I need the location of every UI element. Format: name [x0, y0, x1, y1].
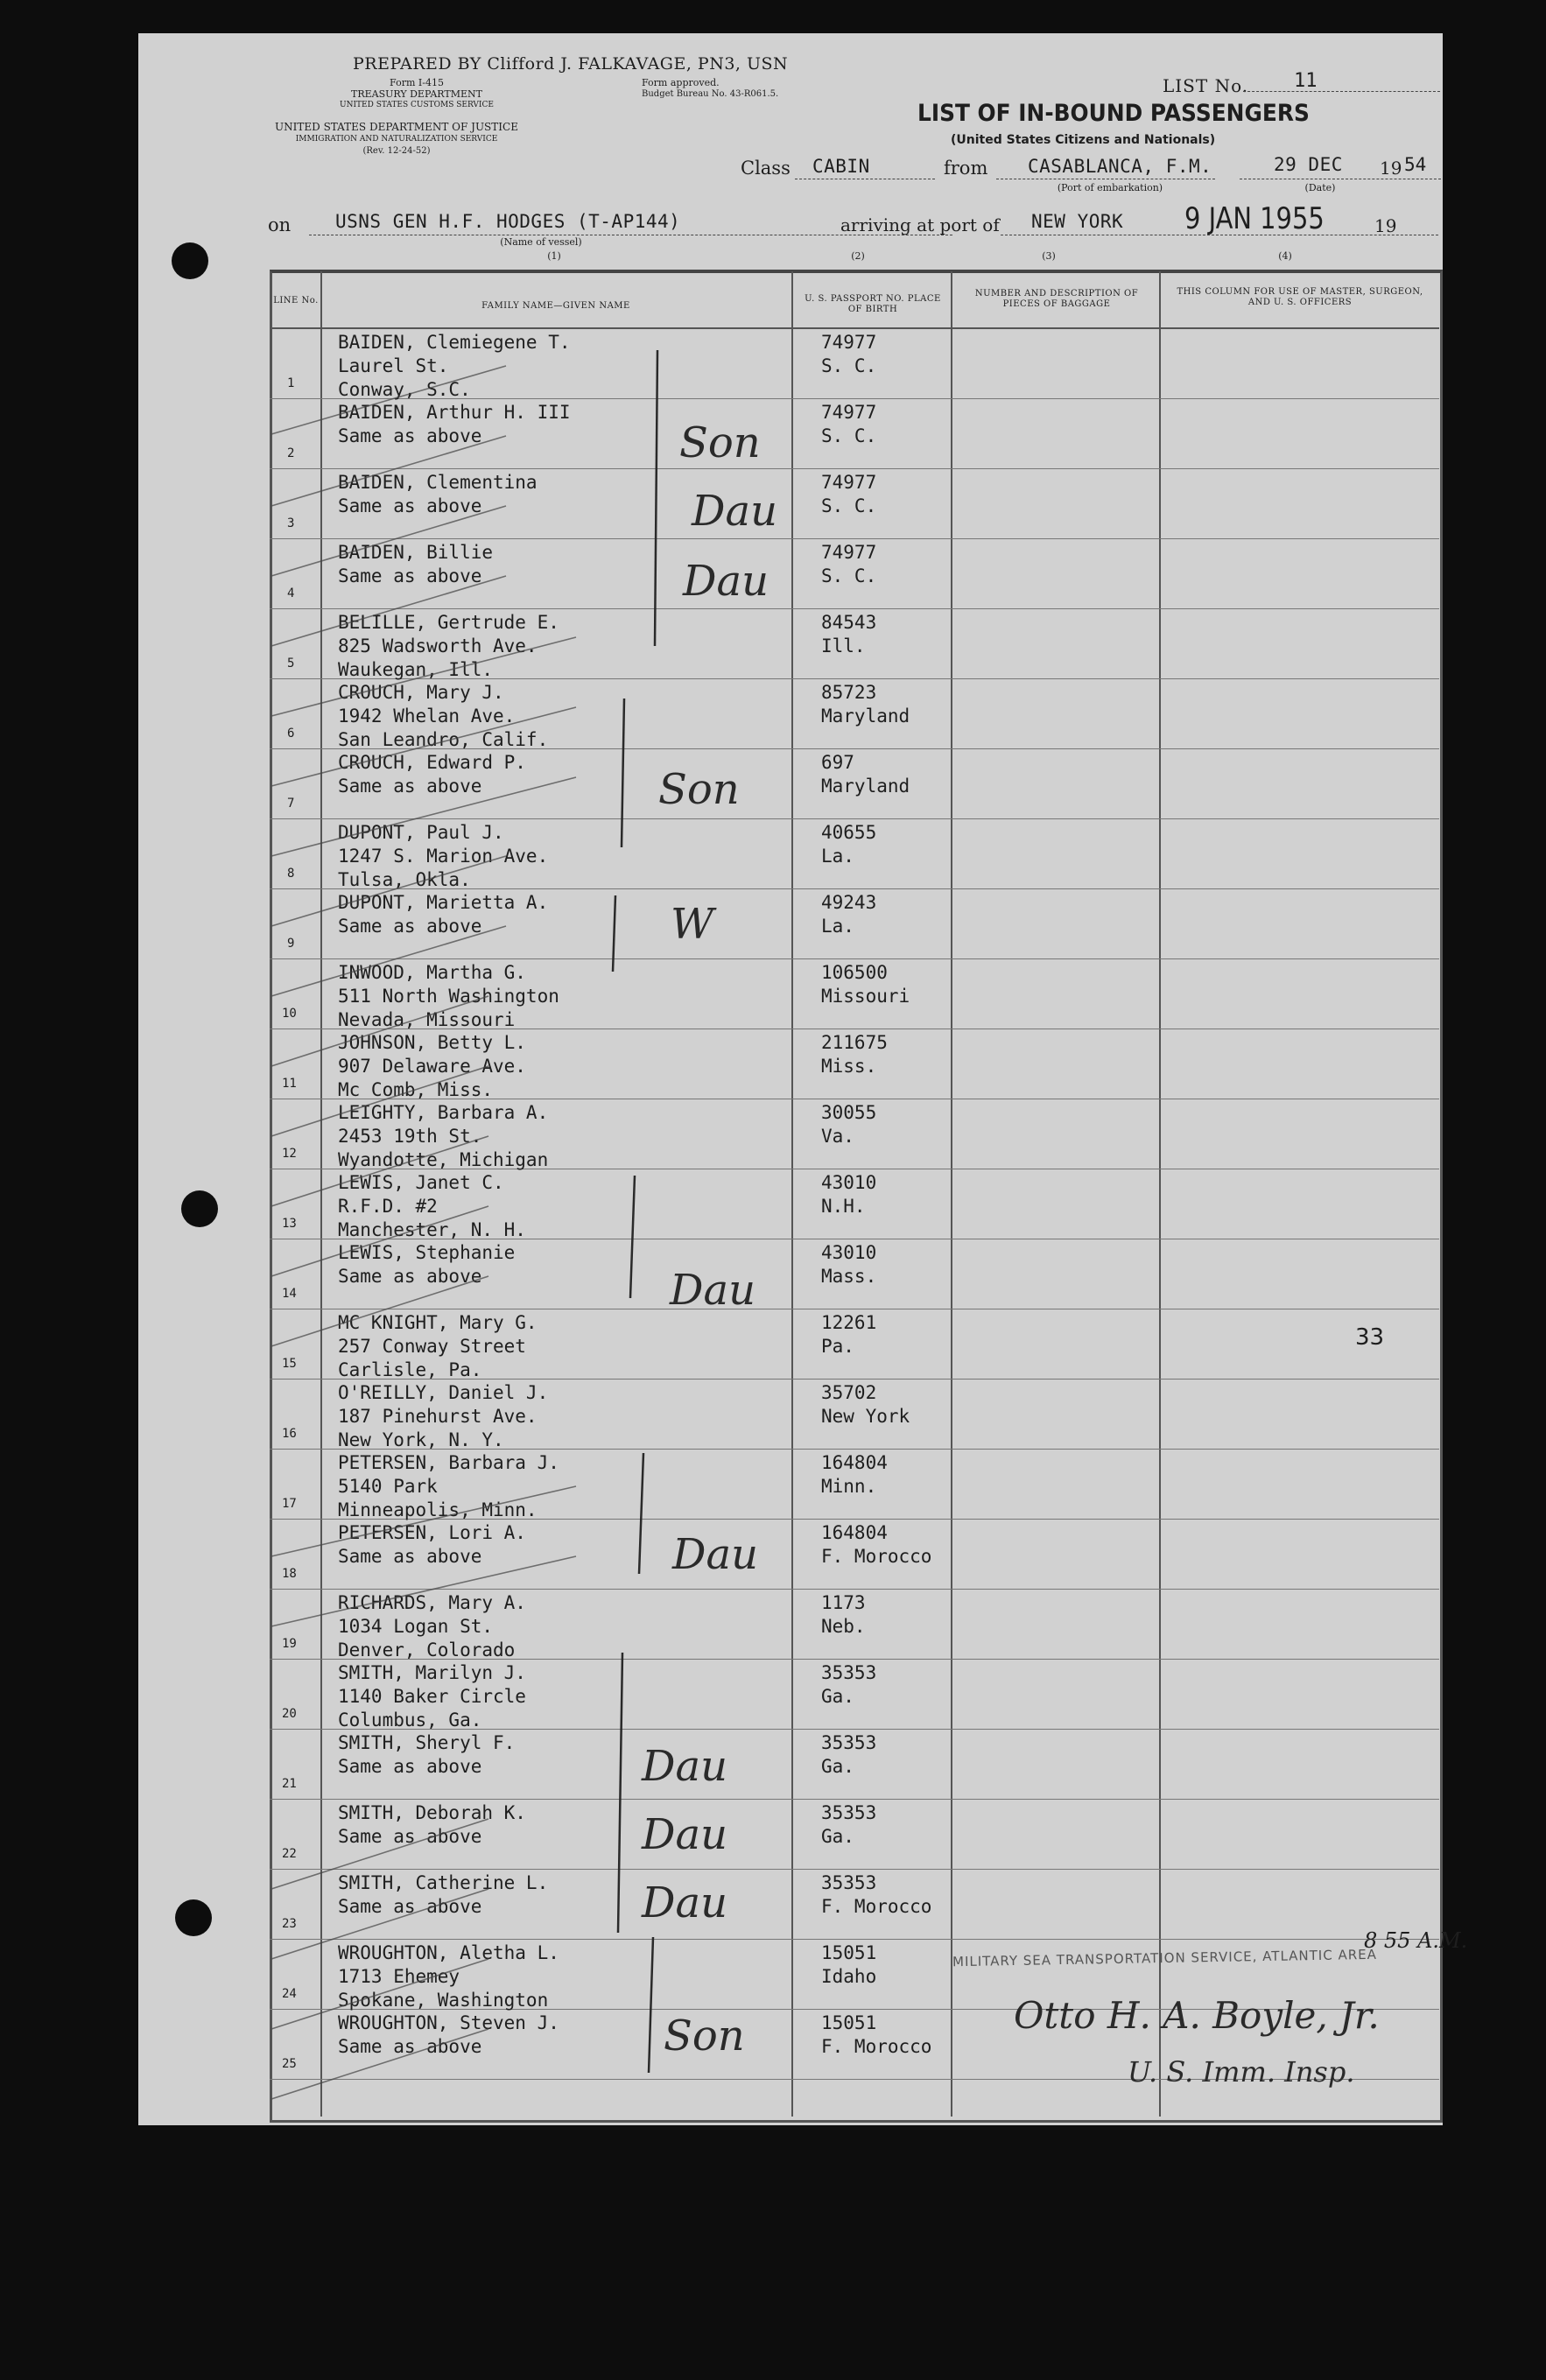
year-prefix: 19 — [1380, 158, 1402, 179]
passenger-address: 1942 Whelan Ave. — [338, 706, 516, 727]
col-num-4: (4) — [1278, 250, 1292, 262]
pencil-marks — [138, 33, 1443, 2125]
document-subtitle: (United States Citizens and Nationals) — [951, 133, 1216, 147]
msts-stamp: MILITARY SEA TRANSPORTATION SERVICE, ATLANTIC AREA — [952, 1946, 1378, 1970]
passenger-name: CROUCH, Mary J. — [338, 682, 504, 703]
header-line-no: LINE No. — [273, 296, 319, 305]
passenger-name: LEIGHTY, Barbara A. — [338, 1102, 549, 1123]
line-number: 12 — [282, 1147, 297, 1161]
place-of-birth: Maryland — [821, 706, 910, 727]
line-number: 10 — [282, 1007, 297, 1021]
place-of-birth: La. — [821, 916, 854, 937]
passenger-address: Denver, Colorado — [338, 1639, 516, 1660]
passenger-name: LEWIS, Stephanie — [338, 1242, 516, 1263]
check-stroke — [271, 506, 506, 576]
bracket-stroke — [649, 1937, 653, 2073]
passport-number: 12261 — [821, 1312, 877, 1333]
bracket-stroke — [618, 1653, 622, 1933]
passenger-address: Same as above — [338, 495, 482, 516]
line-number: 8 — [287, 867, 295, 881]
place-of-birth: F. Morocco — [821, 1546, 932, 1567]
year-suffix: 54 — [1404, 154, 1427, 175]
passenger-name: JOHNSON, Betty L. — [338, 1032, 526, 1053]
passenger-name: BAIDEN, Billie — [338, 542, 494, 563]
vessel-name: USNS GEN H.F. HODGES (T-AP144) — [335, 211, 681, 232]
passenger-address: Columbus, Ga. — [338, 1710, 482, 1731]
place-of-birth: F. Morocco — [821, 2036, 932, 2057]
passport-number: 43010 — [821, 1172, 877, 1193]
passenger-address: Spokane, Washington — [338, 1990, 549, 2011]
check-stroke — [271, 1486, 576, 1556]
relation-note: Son — [679, 418, 761, 467]
place-of-birth: Mass. — [821, 1266, 877, 1287]
customs-service: UNITED STATES CUSTOMS SERVICE — [340, 101, 494, 109]
passenger-name: CROUCH, Edward P. — [338, 752, 526, 773]
place-of-birth: Ga. — [821, 1686, 854, 1707]
punch-hole — [172, 242, 208, 279]
header-officers: THIS COLUMN FOR USE OF MASTER, SURGEON, AND U. S. OFFICERS — [1177, 287, 1423, 307]
passenger-address: Nevada, Missouri — [338, 1009, 516, 1030]
check-stroke — [271, 1889, 488, 1959]
check-stroke — [271, 856, 506, 926]
col-num-3: (3) — [1042, 250, 1056, 262]
passenger-name: MC KNIGHT, Mary G. — [338, 1312, 538, 1333]
passenger-address: Same as above — [338, 2036, 482, 2057]
form-approved: Form approved. — [642, 77, 720, 88]
line-number: 4 — [287, 586, 295, 600]
passport-number: 40655 — [821, 822, 877, 843]
place-of-birth: N.H. — [821, 1196, 866, 1217]
place-of-birth: Idaho — [821, 1966, 877, 1987]
inspector-signature: Otto H. A. Boyle, Jr. — [1014, 1994, 1380, 2037]
arrival-year-prefix: 19 — [1374, 215, 1397, 236]
passenger-address: New York, N. Y. — [338, 1429, 504, 1450]
passenger-name: WROUGHTON, Aletha L. — [338, 1942, 559, 1963]
passenger-address: Same as above — [338, 916, 482, 937]
line-number: 5 — [287, 656, 295, 670]
col-num-1: (1) — [547, 250, 561, 262]
passenger-address: Mc Comb, Miss. — [338, 1079, 494, 1100]
passport-number: 164804 — [821, 1452, 888, 1473]
line-number: 1 — [287, 376, 295, 390]
passenger-name: DUPONT, Paul J. — [338, 822, 504, 843]
passenger-address: Same as above — [338, 425, 482, 446]
place-of-birth: Va. — [821, 1126, 854, 1147]
relation-note: Dau — [642, 1810, 728, 1859]
passenger-address: 1140 Baker Circle — [338, 1686, 526, 1707]
check-stroke — [271, 1136, 488, 1206]
place-of-birth: New York — [821, 1406, 910, 1427]
passenger-address: Same as above — [338, 565, 482, 586]
bracket-stroke — [622, 699, 624, 847]
line-number: 9 — [287, 937, 295, 951]
col-num-2: (2) — [851, 250, 865, 262]
passport-number: 1173 — [821, 1592, 866, 1613]
passenger-address: Same as above — [338, 1756, 482, 1777]
line-number: 11 — [282, 1077, 297, 1091]
passport-number: 35353 — [821, 1802, 877, 1823]
passenger-name: DUPONT, Marietta A. — [338, 892, 549, 913]
passport-number: 74977 — [821, 542, 877, 563]
passenger-name: SMITH, Catherine L. — [338, 1872, 549, 1893]
passenger-name: RICHARDS, Mary A. — [338, 1592, 526, 1613]
arriving-label: arriving at port of — [840, 214, 1000, 235]
agency-justice: UNITED STATES DEPARTMENT OF JUSTICE — [275, 121, 518, 133]
place-of-birth: F. Morocco — [821, 1896, 932, 1917]
check-stroke — [271, 1066, 488, 1136]
passport-number: 211675 — [821, 1032, 888, 1053]
relation-note: Dau — [670, 1266, 756, 1315]
budget-bureau: Budget Bureau No. 43-R061.5. — [642, 89, 779, 99]
from-value: CASABLANCA, F.M. — [1028, 156, 1212, 177]
bracket-stroke — [639, 1453, 643, 1574]
check-stroke — [271, 1276, 488, 1346]
check-stroke — [271, 1206, 488, 1276]
passenger-address: Same as above — [338, 1896, 482, 1917]
passenger-address: 907 Delaware Ave. — [338, 1056, 526, 1077]
place-of-birth: S. C. — [821, 425, 877, 446]
bracket-stroke — [630, 1176, 635, 1298]
passenger-address: Wyandotte, Michigan — [338, 1149, 549, 1170]
passport-number: 35353 — [821, 1872, 877, 1893]
passenger-address: Same as above — [338, 1266, 482, 1287]
passenger-address: 825 Wadsworth Ave. — [338, 635, 538, 656]
passenger-name: WROUGHTON, Steven J. — [338, 2012, 559, 2033]
line-number: 3 — [287, 516, 295, 530]
check-stroke — [271, 707, 576, 786]
list-no-label: LIST No. — [1163, 75, 1249, 96]
passenger-address: 1247 S. Marion Ave. — [338, 846, 549, 867]
place-of-birth: Ga. — [821, 1756, 854, 1777]
passport-number: 35353 — [821, 1662, 877, 1683]
line-number: 25 — [282, 2057, 297, 2071]
bracket-stroke — [655, 350, 657, 646]
check-stroke — [271, 2029, 488, 2099]
passport-number: 697 — [821, 752, 854, 773]
line-number: 15 — [282, 1357, 297, 1371]
line-number: 24 — [282, 1987, 297, 2001]
bracket-stroke — [613, 895, 615, 972]
line-number: 16 — [282, 1427, 297, 1441]
passenger-address: Same as above — [338, 1546, 482, 1567]
punch-hole — [175, 1899, 212, 1936]
place-of-birth: Ill. — [821, 635, 866, 656]
line-number: 6 — [287, 727, 295, 741]
line-number: 18 — [282, 1567, 297, 1581]
line-number: 19 — [282, 1637, 297, 1651]
passenger-name: O'REILLY, Daniel J. — [338, 1382, 549, 1403]
relation-note: Dau — [642, 1742, 728, 1791]
line-number: 7 — [287, 797, 295, 811]
passenger-address: 2453 19th St. — [338, 1126, 482, 1147]
passenger-name: PETERSEN, Lori A. — [338, 1522, 526, 1543]
place-of-birth: S. C. — [821, 495, 877, 516]
relation-note: Son — [664, 2011, 745, 2061]
stamp-time: 8 55 A.M. — [1364, 1928, 1468, 1953]
place-of-birth: Ga. — [821, 1826, 854, 1847]
passenger-address: 187 Pinehurst Ave. — [338, 1406, 538, 1427]
passenger-address: Laurel St. — [338, 355, 449, 376]
place-of-birth: Neb. — [821, 1616, 866, 1637]
prepared-by: PREPARED BY Clifford J. FALKAVAGE, PN3, USN — [353, 54, 789, 74]
relation-note: Dau — [683, 557, 769, 606]
check-stroke — [271, 996, 488, 1066]
place-of-birth: Missouri — [821, 986, 910, 1007]
place-of-birth: Miss. — [821, 1056, 877, 1077]
place-of-birth: Minn. — [821, 1476, 877, 1497]
check-stroke — [271, 637, 576, 716]
check-stroke — [271, 1959, 488, 2029]
passenger-name: BAIDEN, Arthur H. III — [338, 402, 571, 423]
line-number: 23 — [282, 1917, 297, 1931]
relation-note: Dau — [672, 1530, 759, 1579]
passenger-address: 257 Conway Street — [338, 1336, 526, 1357]
check-stroke — [271, 1556, 576, 1626]
passenger-address: 1034 Logan St. — [338, 1616, 494, 1637]
form-revision: (Rev. 12-24-52) — [362, 146, 431, 156]
passenger-address: Same as above — [338, 1826, 482, 1847]
passport-number: 74977 — [821, 332, 877, 353]
passport-number: 164804 — [821, 1522, 888, 1543]
on-label: on — [268, 214, 292, 235]
arrival-port: NEW YORK — [1031, 211, 1124, 232]
line-number: 2 — [287, 446, 295, 460]
passenger-address: 5140 Park — [338, 1476, 438, 1497]
treasury-department: TREASURY DEPARTMENT — [351, 88, 482, 100]
passenger-address: Tulsa, Okla. — [338, 869, 471, 890]
relation-note: W — [671, 900, 714, 949]
passenger-name: SMITH, Marilyn J. — [338, 1662, 526, 1683]
line-number: 14 — [282, 1287, 297, 1301]
check-stroke — [271, 366, 506, 434]
passport-number: 84543 — [821, 612, 877, 633]
passenger-address: R.F.D. #2 — [338, 1196, 438, 1217]
check-stroke — [271, 1819, 488, 1889]
manifest-page — [138, 33, 1468, 2125]
passport-number: 30055 — [821, 1102, 877, 1123]
passenger-name: BELILLE, Gertrude E. — [338, 612, 559, 633]
passenger-address: 1713 Ehemey — [338, 1966, 460, 1987]
from-label: from — [944, 158, 988, 179]
inspector-title: U. S. Imm. Insp. — [1128, 2055, 1355, 2089]
line-number: 22 — [282, 1847, 297, 1861]
list-no-value: 11 — [1294, 70, 1318, 92]
passenger-name: INWOOD, Martha G. — [338, 962, 526, 983]
passport-number: 74977 — [821, 402, 877, 423]
passenger-name: LEWIS, Janet C. — [338, 1172, 504, 1193]
passenger-name: PETERSEN, Barbara J. — [338, 1452, 559, 1473]
document-title: LIST OF IN-BOUND PASSENGERS — [917, 100, 1310, 127]
arrival-date-stamp: 9 JAN 1955 — [1184, 201, 1325, 236]
relation-note: Dau — [692, 487, 778, 536]
check-stroke — [271, 436, 506, 506]
port-caption: (Port of embarkation) — [1057, 182, 1163, 193]
passport-number: 43010 — [821, 1242, 877, 1263]
check-stroke — [271, 777, 576, 856]
line-number: 20 — [282, 1707, 297, 1721]
check-stroke — [271, 926, 506, 996]
relation-note: Son — [658, 765, 740, 814]
header-baggage: NUMBER AND DESCRIPTION OF PIECES OF BAGGAGE — [974, 289, 1139, 309]
passenger-address: San Leandro, Calif. — [338, 729, 549, 750]
date-caption: (Date) — [1304, 182, 1336, 193]
passport-number: 35353 — [821, 1732, 877, 1753]
passenger-address: Conway, S.C. — [338, 379, 471, 400]
passport-number: 74977 — [821, 472, 877, 493]
place-of-birth: La. — [821, 846, 854, 867]
agency-ins: IMMIGRATION AND NATURALIZATION SERVICE — [295, 135, 498, 144]
passenger-name: SMITH, Deborah K. — [338, 1802, 526, 1823]
passport-number: 35702 — [821, 1382, 877, 1403]
form-number: Form I-415 — [390, 77, 444, 88]
passenger-name: BAIDEN, Clemiegene T. — [338, 332, 571, 353]
relation-note: Dau — [642, 1878, 728, 1927]
punch-hole — [181, 1190, 218, 1227]
place-of-birth: S. C. — [821, 565, 877, 586]
passenger-address: Carlisle, Pa. — [338, 1359, 482, 1380]
passenger-address: Same as above — [338, 776, 482, 797]
place-of-birth: Maryland — [821, 776, 910, 797]
officer-note: 33 — [1355, 1324, 1385, 1351]
line-number: 21 — [282, 1777, 297, 1791]
line-number: 13 — [282, 1217, 297, 1231]
class-label: Class — [741, 158, 791, 179]
passport-number: 85723 — [821, 682, 877, 703]
passenger-address: Minneapolis, Minn. — [338, 1499, 538, 1520]
passport-number: 15051 — [821, 2012, 877, 2033]
passenger-name: SMITH, Sheryl F. — [338, 1732, 516, 1753]
passport-number: 15051 — [821, 1942, 877, 1963]
check-stroke — [271, 576, 506, 646]
passenger-address: Manchester, N. H. — [338, 1219, 526, 1240]
passport-number: 106500 — [821, 962, 888, 983]
class-value: CABIN — [812, 156, 870, 177]
passenger-address: Waukegan, Ill. — [338, 659, 494, 680]
line-number: 17 — [282, 1497, 297, 1511]
header-name: FAMILY NAME—GIVEN NAME — [481, 301, 630, 311]
passenger-address: 511 North Washington — [338, 986, 559, 1007]
departure-date: 29 DEC — [1274, 154, 1343, 175]
vessel-caption: (Name of vessel) — [500, 236, 582, 248]
passport-number: 49243 — [821, 892, 877, 913]
header-passport: U. S. PASSPORT NO. PLACE OF BIRTH — [805, 294, 941, 314]
passenger-name: BAIDEN, Clementina — [338, 472, 538, 493]
place-of-birth: Pa. — [821, 1336, 854, 1357]
place-of-birth: S. C. — [821, 355, 877, 376]
